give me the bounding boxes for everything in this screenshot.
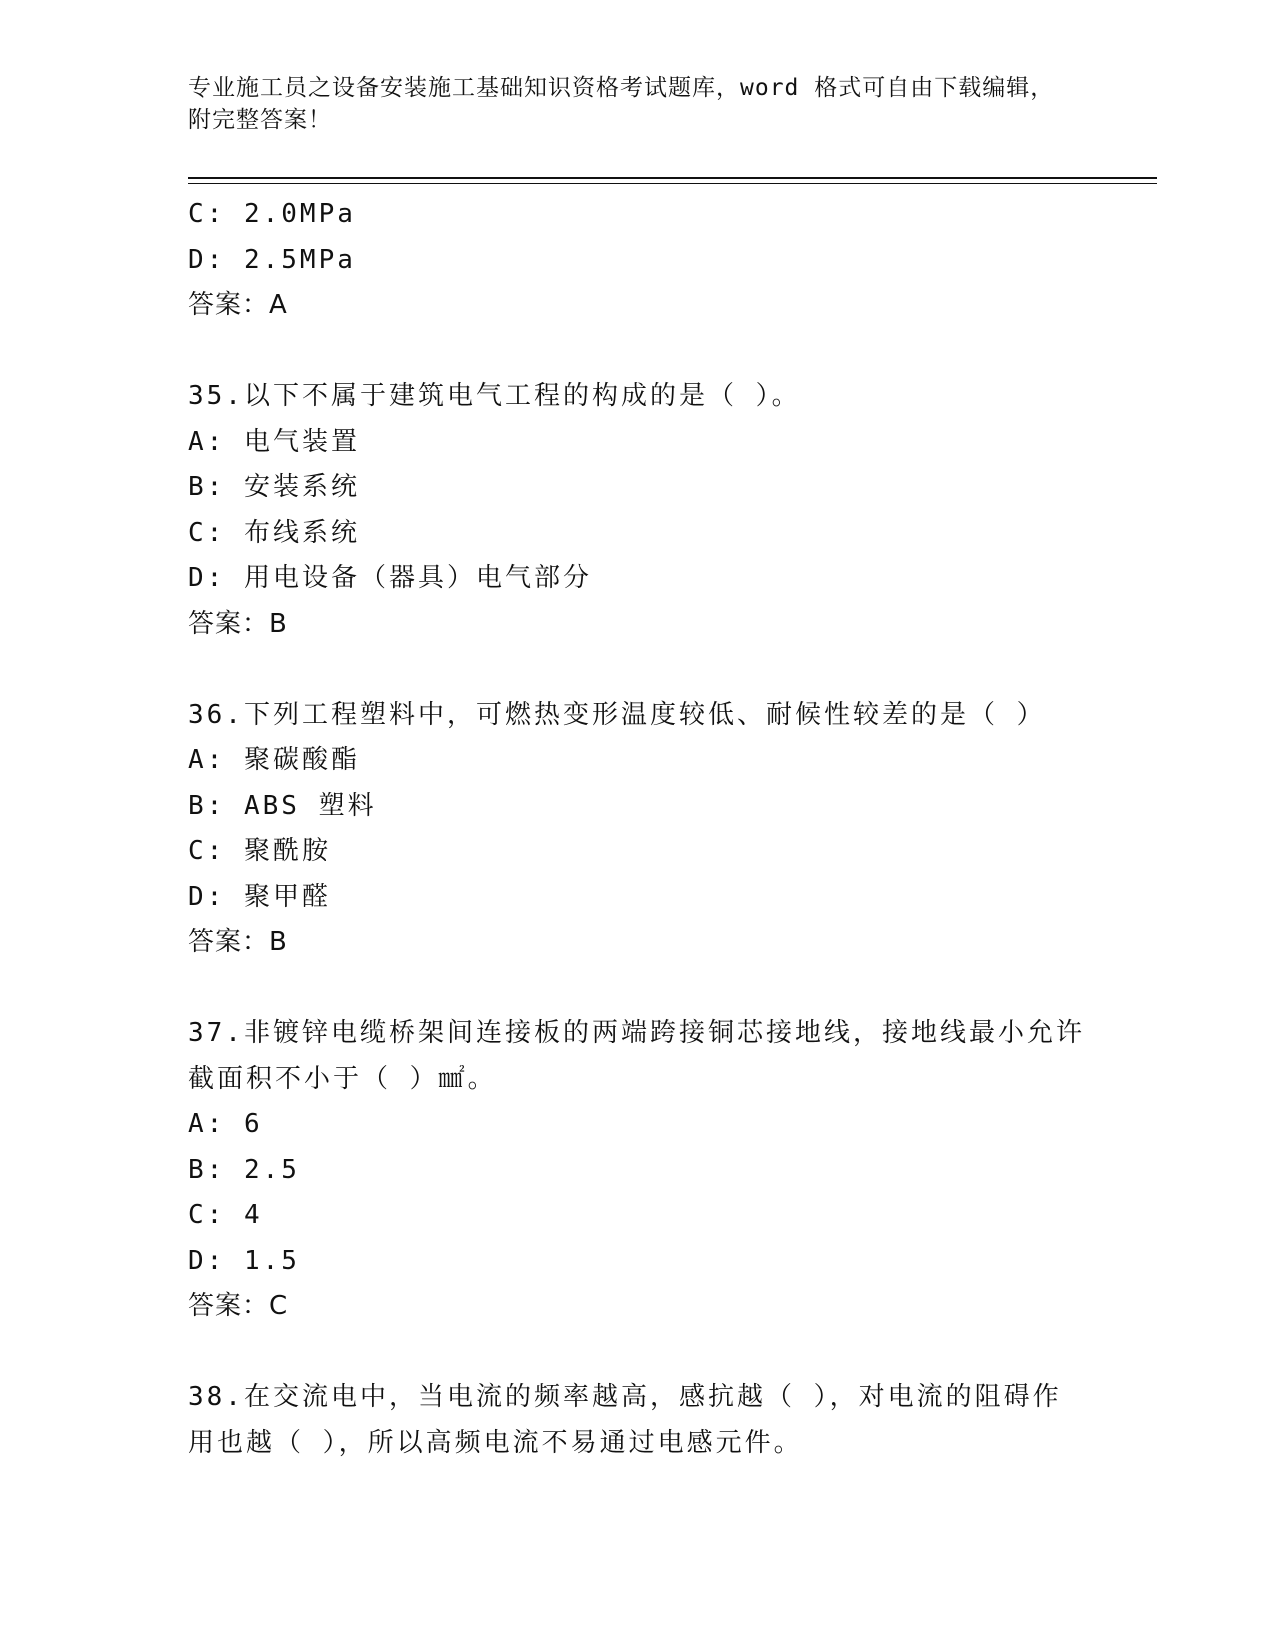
- question-text-line-1: 37.非镀锌电缆桥架间连接板的两端跨接铜芯接地线，接地线最小允许: [188, 1018, 1085, 1048]
- question-37: [188, 1011, 1118, 1330]
- option-c: C: 4: [188, 1200, 263, 1230]
- question-text: 35.以下不属于建筑电气工程的构成的是（ ）。: [188, 381, 801, 411]
- option-d: D: 用电设备（器具）电气部分: [188, 563, 592, 593]
- spacer: [188, 966, 1118, 1012]
- document-header: 专业施工员之设备安装施工基础知识资格考试题库，word 格式可自由下载编辑，附完整答案！: [188, 75, 1055, 133]
- spacer: [188, 329, 1118, 375]
- question-text-line-1: 38.在交流电中，当电流的频率越高，感抗越（ ），对电流的阻碍作: [188, 1382, 1062, 1412]
- question-text-line-2: 截面积不小于（ ）㎟。: [188, 1063, 497, 1094]
- option-d: D: 1.5: [188, 1245, 300, 1276]
- option-a: A: 6: [188, 1109, 263, 1139]
- question-text-line-2: 用也越（ ），所以高频电流不易通过电感元件。: [188, 1427, 803, 1458]
- answer: 答案：C: [188, 1291, 289, 1321]
- option-b: B: 2.5: [188, 1154, 300, 1185]
- option-a: A: 聚碳酸酯: [188, 745, 360, 775]
- option-a: A: 电气装置: [188, 426, 360, 457]
- spacer: [188, 1330, 1118, 1376]
- question-35: [188, 374, 1118, 647]
- question-36: [188, 693, 1118, 966]
- question-text: 36.下列工程塑料中，可燃热变形温度较低、耐候性较差的是（ ）: [188, 699, 1046, 730]
- partial-question: [188, 192, 1118, 329]
- question-38: [188, 1375, 1118, 1466]
- option-c: C: 布线系统: [188, 517, 360, 548]
- option-b: B: ABS 塑料: [188, 790, 377, 821]
- header-divider-thick: [188, 177, 1157, 179]
- header-divider-thin: [188, 183, 1157, 184]
- option-b: B: 安装系统: [188, 472, 360, 502]
- answer: 答案：A: [188, 290, 288, 320]
- option-c: C: 2.0MPa: [188, 199, 356, 229]
- spacer: [188, 647, 1118, 693]
- answer: 答案：B: [188, 608, 288, 639]
- option-c: C: 聚酰胺: [188, 836, 331, 866]
- option-d: D: 2.5MPa: [188, 244, 356, 275]
- document-body: [188, 192, 1118, 1466]
- option-d: D: 聚甲醛: [188, 881, 331, 912]
- answer: 答案：B: [188, 927, 288, 957]
